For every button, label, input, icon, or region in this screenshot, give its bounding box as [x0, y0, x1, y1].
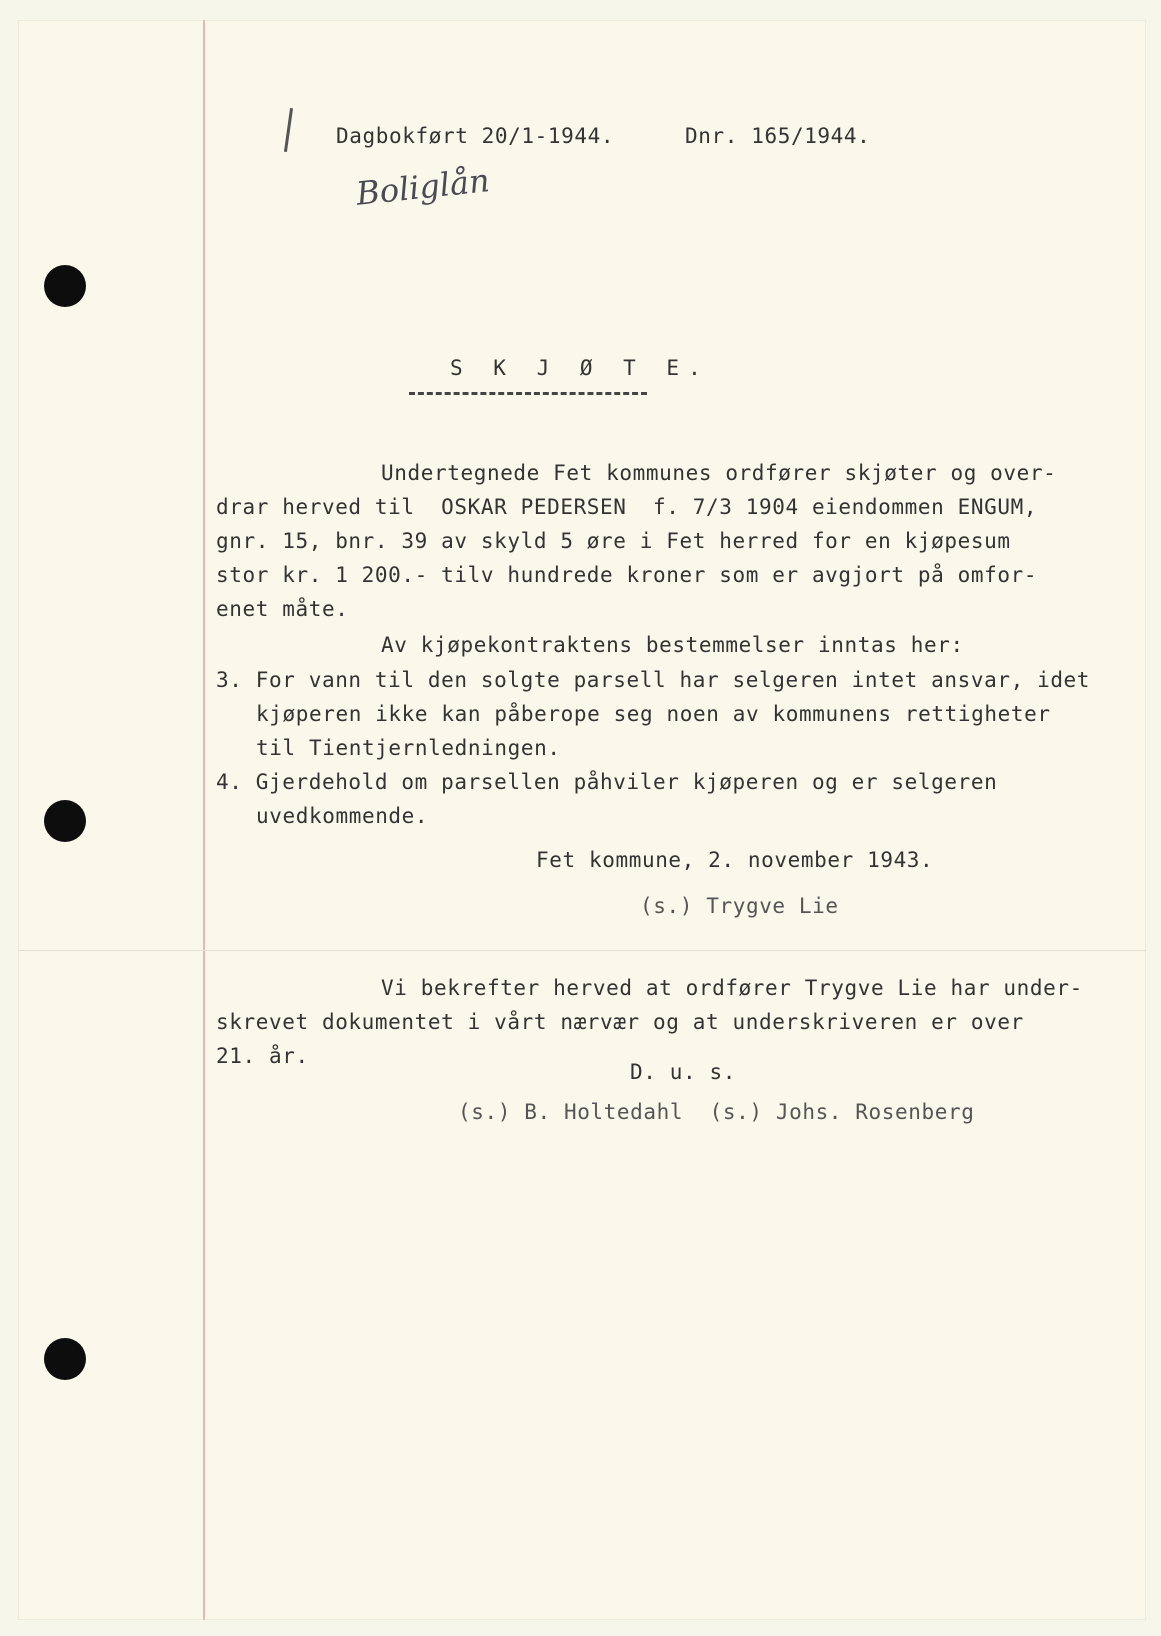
place-date: Fet kommune, 2. november 1943.: [536, 848, 934, 872]
clause-3-line-3: til Tientjernledningen.: [256, 736, 561, 760]
paragraph-line-1: Undertegnede Fet kommunes ordfører skjøter og over-: [381, 461, 1057, 485]
paragraph-line-2: drar herved til OSKAR PEDERSEN f. 7/3 1904 eiendommen ENGUM,: [216, 495, 1038, 519]
clause-3-line-1: 3. For vann til den solgte parsell har selgeren intet ansvar, idet: [216, 668, 1091, 692]
fold-line: [18, 950, 1146, 951]
attestation-line-1: Vi bekrefter herved at ordfører Trygve Lie har under-: [381, 976, 1083, 1000]
attestation-line-2: skrevet dokumentet i vårt nærvær og at underskriveren er over: [216, 1010, 1024, 1034]
witness-signatures: (s.) B. Holtedahl (s.) Johs. Rosenberg: [458, 1100, 975, 1124]
paragraph-line-4: stor kr. 1 200.- tilv hundrede kroner som er avgjort på omfor-: [216, 563, 1038, 587]
margin-line: [203, 20, 205, 1620]
attestation-line-3: 21. år.: [216, 1044, 309, 1068]
clause-4-line-2: uvedkommende.: [256, 804, 429, 828]
clause-3-line-2: kjøperen ikke kan påberope seg noen av kommunens rettigheter: [256, 702, 1051, 726]
document-page: [18, 20, 1146, 1620]
title-underline: [409, 392, 647, 395]
punch-hole-middle: [44, 800, 86, 842]
paragraph-line-5: enet måte.: [216, 597, 349, 621]
document-title: S K J Ø T E.: [450, 356, 710, 380]
clause-4-line-1: 4. Gjerdehold om parsellen påhviler kjøperen og er selgeren: [216, 770, 998, 794]
punch-hole-bottom: [44, 1338, 86, 1380]
closing-abbreviation: D. u. s.: [630, 1060, 736, 1084]
contract-intro: Av kjøpekontraktens bestemmelser inntas her:: [381, 633, 964, 657]
handwritten-note: Boliglån: [354, 161, 492, 213]
record-number: Dnr. 165/1944.: [685, 124, 871, 148]
mayor-signature: (s.) Trygve Lie: [640, 894, 839, 918]
paragraph-line-3: gnr. 15, bnr. 39 av skyld 5 øre i Fet herred for en kjøpesum: [216, 529, 1011, 553]
journal-entry: Dagbokført 20/1-1944.: [336, 124, 615, 148]
punch-hole-top: [44, 265, 86, 307]
